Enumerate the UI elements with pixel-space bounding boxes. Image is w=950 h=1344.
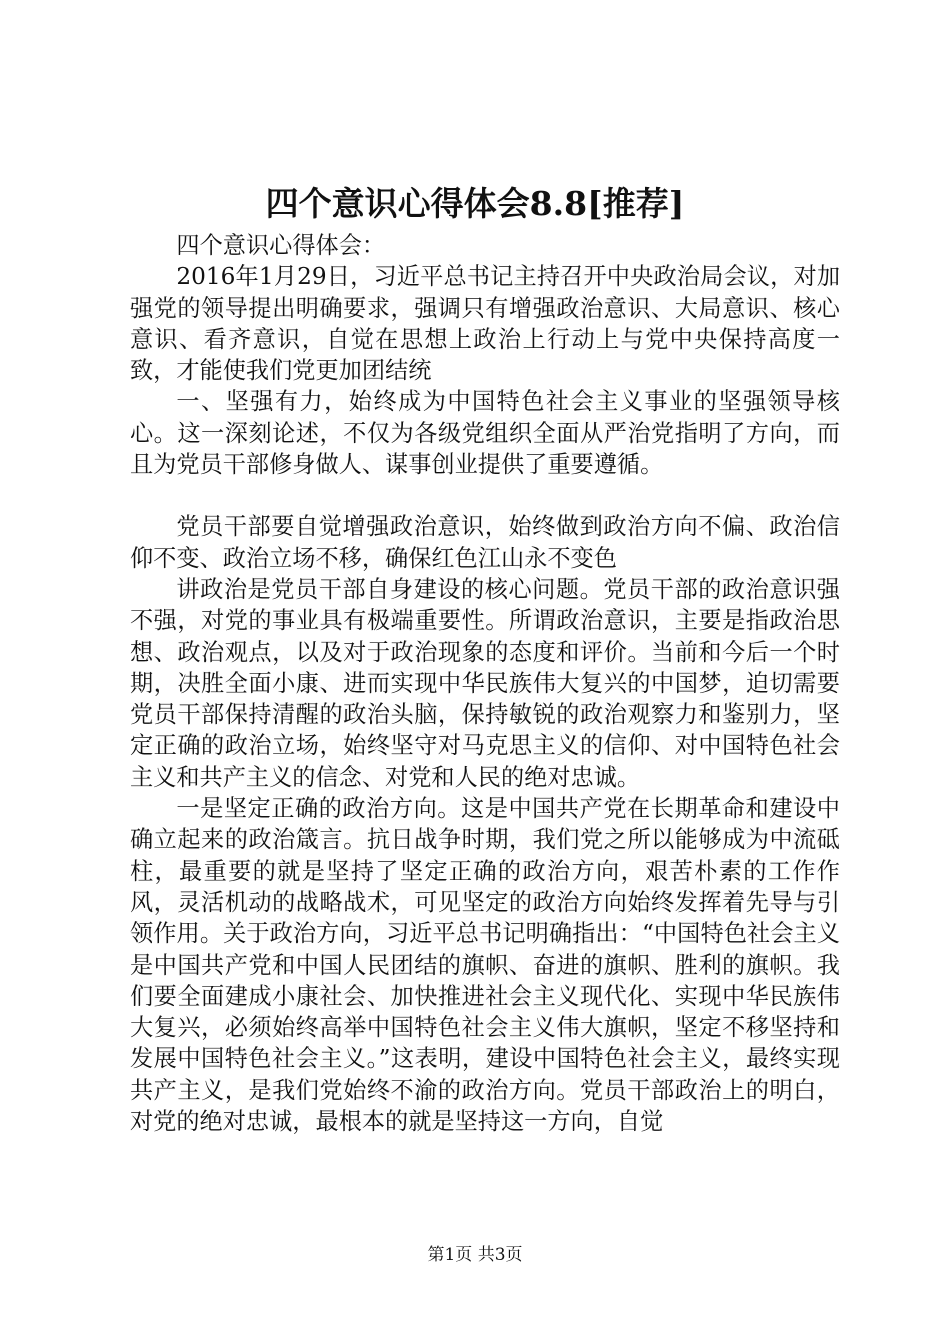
document-title: 四个意识心得体会8.8[推荐] <box>265 184 685 223</box>
paragraph: 党员干部要自觉增强政治意识，始终做到政治方向不偏、政治信仰不变、政治立场不移，确保红色江山永不变色 <box>130 513 840 572</box>
paragraph: 讲政治是党员干部自身建设的核心问题。党员干部的政治意识强不强，对党的事业具有极端重要性。所谓政治意识，主要是指政治思想、政治观点，以及对于政治现象的态度和评价。当前和今后一个时期，决胜全面小康、进而实现中华民族伟大复兴的中国梦，迫切需要党员干部保持清醒的政治头脑，保持敏锐的政治观察力和鉴别力，坚定正确的政治立场，始终坚守对马克思主义的信仰、对中国特色社会主义和共产主义的信念、对党和人民的绝对忠诚。 <box>130 575 840 791</box>
paragraph: 一、坚强有力，始终成为中国特色社会主义事业的坚强领导核心。这一深刻论述，不仅为各级党组织全面从严治党指明了方向，而且为党员干部修身做人、谋事创业提供了重要遵循。 <box>130 388 840 479</box>
paragraph: 2016年1月29日，习近平总书记主持召开中央政治局会议，对加强党的领导提出明确要求，强调只有增强政治意识、大局意识、核心意识、看齐意识，自觉在思想上政治上行动上与党中央保持高度一致，才能使我们党更加团结统 <box>130 263 840 385</box>
paragraph-heading: 四个意识心得体会： <box>176 232 386 259</box>
page-number-footer: 第1页 共3页 <box>427 1245 523 1265</box>
document-body <box>130 230 840 1137</box>
paragraph: 一是坚定正确的政治方向。这是中国共产党在长期革命和建设中确立起来的政治箴言。抗日战争时期，我们党之所以能够成为中流砥柱，最重要的就是坚持了坚定正确的政治方向，艰苦朴素的工作作风，灵活机动的战略战术，可见坚定的政治方向始终发挥着先导与引领作用。关于政治方向，习近平总书记明确指出：“中国特色社会主义是中国共产党和中国人民团结的旗帜、奋进的旗帜、胜利的旗帜。我们要全面建成小康社会、加快推进社会主义现代化、实现中华民族伟大复兴，必须始终高举中国特色社会主义伟大旗帜，坚定不移坚持和发展中国特色社会主义。”这表明，建设中国特色社会主义，最终实现共产主义，是我们党始终不渝的政治方向。党员干部政治上的明白，对党的绝对忠诚，最根本的就是坚持这一方向，自觉 <box>130 795 840 1136</box>
